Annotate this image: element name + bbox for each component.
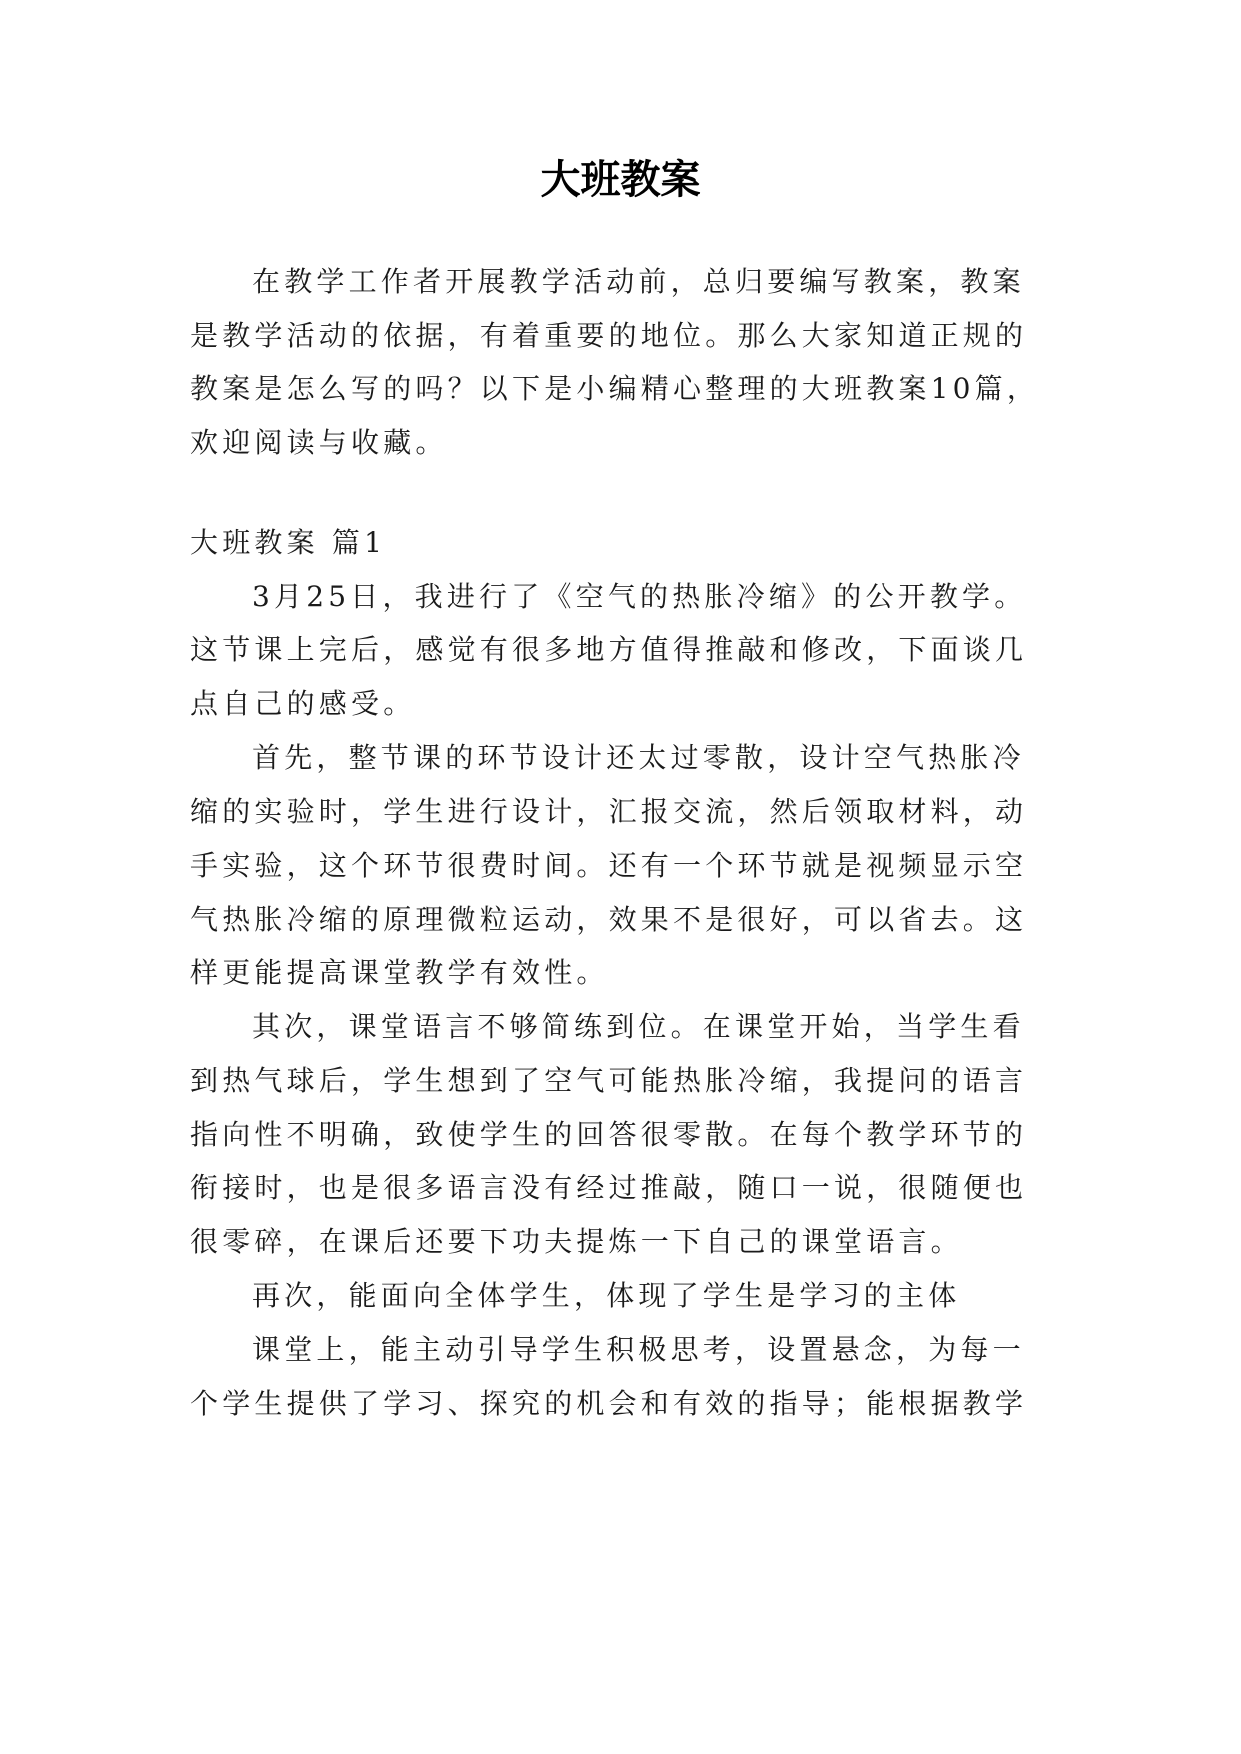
body-line-1: 3月25日，我进行了《空气的热胀冷缩》的公开教学。 (252, 580, 1027, 613)
body-line-9: 其次，课堂语言不够简练到位。在课堂开始，当学生看 (252, 1010, 1025, 1043)
body-line-2: 这节课上完后，感觉有很多地方值得推敲和修改，下面谈几 (190, 633, 1028, 666)
body-line-12: 衔接时，也是很多语言没有经过推敲，随口一说，很随便也 (190, 1171, 1028, 1204)
body-line-7: 气热胀冷缩的原理微粒运动，效果不是很好，可以省去。这 (190, 903, 1028, 936)
document-title: 大班教案 (540, 156, 701, 203)
body-line-6: 手实验，这个环节很费时间。还有一个环节就是视频显示空 (190, 849, 1028, 882)
body-line-10: 到热气球后，学生想到了空气可能热胀冷缩，我提问的语言 (190, 1064, 1028, 1097)
body-line-11: 指向性不明确，致使学生的回答很零散。在每个教学环节的 (190, 1118, 1028, 1151)
body-line-5: 缩的实验时，学生进行设计，汇报交流，然后领取材料，动 (190, 795, 1028, 828)
body-line-4: 首先，整节课的环节设计还太过零散，设计空气热胀冷 (252, 741, 1025, 774)
body-line-13: 很零碎，在课后还要下功夫提炼一下自己的课堂语言。 (190, 1225, 963, 1258)
intro-line-4: 欢迎阅读与收藏。 (190, 426, 448, 459)
body-line-15: 课堂上，能主动引导学生积极思考，设置悬念，为每一 (252, 1333, 1025, 1366)
intro-line-3: 教案是怎么写的吗？以下是小编精心整理的大班教案10篇， (190, 372, 1040, 405)
intro-line-2: 是教学活动的依据，有着重要的地位。那么大家知道正规的 (190, 319, 1028, 352)
section-heading: 大班教案 篇1 (190, 526, 387, 559)
body-line-14: 再次，能面向全体学生，体现了学生是学习的主体 (252, 1279, 961, 1312)
body-line-16: 个学生提供了学习、探究的机会和有效的指导；能根据教学 (190, 1387, 1028, 1420)
body-line-3: 点自己的感受。 (190, 687, 416, 720)
intro-line-1: 在教学工作者开展教学活动前，总归要编写教案，教案 (252, 265, 1025, 298)
body-line-8: 样更能提高课堂教学有效性。 (190, 956, 609, 989)
